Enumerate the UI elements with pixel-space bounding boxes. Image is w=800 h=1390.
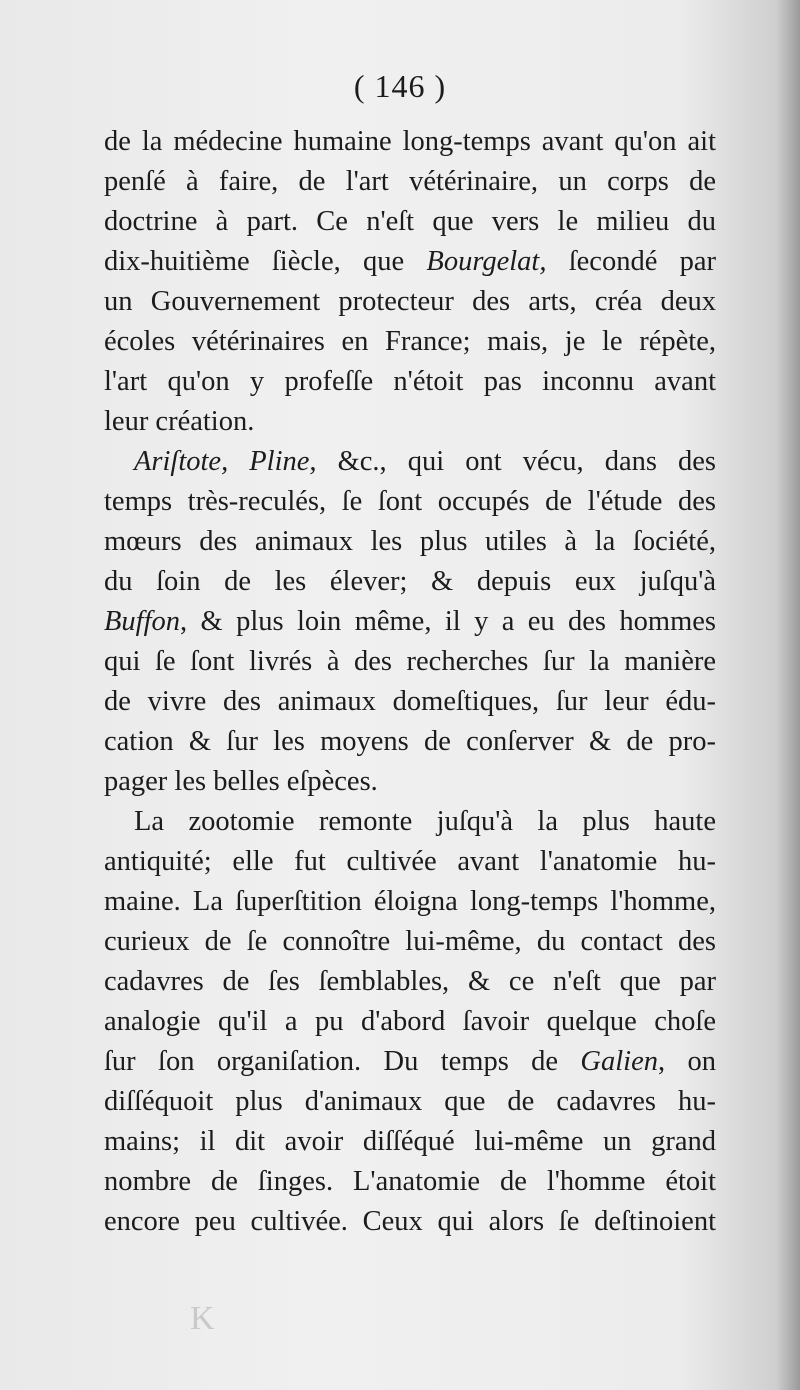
text-line [104,1082,716,1122]
text-segment: mains; il dit avoir diſſéqué lui-même un grand [104,1126,716,1157]
text-segment: penſé à faire, de l'art vétérinaire, un corps de [104,166,716,197]
text-line [104,282,716,322]
text-segment: curieux de ſe connoître lui-même, du contact des [104,926,716,957]
text-segment: temps très-reculés, ſe ſont occupés de l'étude des [104,486,716,517]
text-line [104,242,716,282]
text-segment: &c., qui ont vécu, dans des [316,446,717,477]
italic-name: Buffon [104,606,180,637]
text-line [104,1122,716,1162]
page-number: ( 146 ) [353,68,447,104]
text-line [104,842,716,882]
text-segment: du ſoin de les élever; & depuis eux juſqu'à [104,566,716,597]
text-line [104,122,716,162]
text-segment: , & plus loin même, il y a eu des hommes [180,606,716,637]
text-segment: ſecondé par [546,246,717,277]
italic-name: Bourgelat, [426,246,547,277]
text-line [104,882,716,922]
text-segment: nombre de ſinges. L'anatomie de l'homme étoit [104,1166,716,1197]
text-segment: écoles vétérinaires en France; mais, je le répète, [104,326,716,357]
text-line [104,762,716,802]
text-line [104,402,716,442]
body-text [104,122,716,1242]
italic-name: Ariſtote, Pline, [134,446,317,477]
text-line [104,482,716,522]
text-line [104,1202,716,1242]
text-segment: de vivre des animaux domeſtiques, ſur leur édu- [104,686,716,717]
text-segment: La zootomie remonte juſqu'à la plus haute [134,806,716,837]
text-segment: maine. La ſuperſtition éloigna long-temps l'homme, [104,886,716,917]
text-line [104,962,716,1002]
text-segment: antiquité; elle fut cultivée avant l'anatomie hu- [104,846,716,877]
text-line [104,682,716,722]
text-segment: pager les belles eſpèces. [104,766,378,797]
text-line [104,802,716,842]
text-segment: analogie qu'il a pu d'abord ſavoir quelque choſe [104,1006,716,1037]
text-line [104,162,716,202]
text-line [104,442,716,482]
signature-mark: K [190,1300,215,1337]
text-line [104,522,716,562]
text-segment: qui ſe ſont livrés à des recherches ſur la manière [104,646,716,677]
text-segment: de la médecine humaine long-temps avant qu'on ait [104,126,716,157]
text-line [104,1162,716,1202]
text-line [104,642,716,682]
text-segment: un Gouvernement protecteur des arts, créa deux [104,286,716,317]
text-segment: ſur ſon organiſation. Du temps de [104,1046,581,1077]
text-line [104,322,716,362]
text-segment: diſſéquoit plus d'animaux que de cadavres hu- [104,1086,716,1117]
text-line [104,722,716,762]
italic-name: Galien [580,1046,658,1077]
text-line [104,562,716,602]
text-segment: l'art qu'on y profeſſe n'étoit pas inconnu avant [104,366,716,397]
text-line [104,602,716,642]
text-segment: cation & ſur les moyens de conſerver & de pro- [104,726,716,757]
text-segment: cadavres de ſes ſemblables, & ce n'eſt que par [104,966,716,997]
text-line [104,1002,716,1042]
text-segment: dix-huitième ſiècle, que [104,246,427,277]
text-segment: leur création. [104,406,255,437]
text-line [104,1042,716,1082]
text-segment: mœurs des animaux les plus utiles à la ſociété, [104,526,716,557]
text-line [104,922,716,962]
text-segment: encore peu cultivée. Ceux qui alors ſe deſtinoient [104,1206,716,1237]
text-line [104,202,716,242]
text-line [104,362,716,402]
text-segment: doctrine à part. Ce n'eſt que vers le milieu du [104,206,716,237]
text-segment: , on [658,1046,716,1077]
